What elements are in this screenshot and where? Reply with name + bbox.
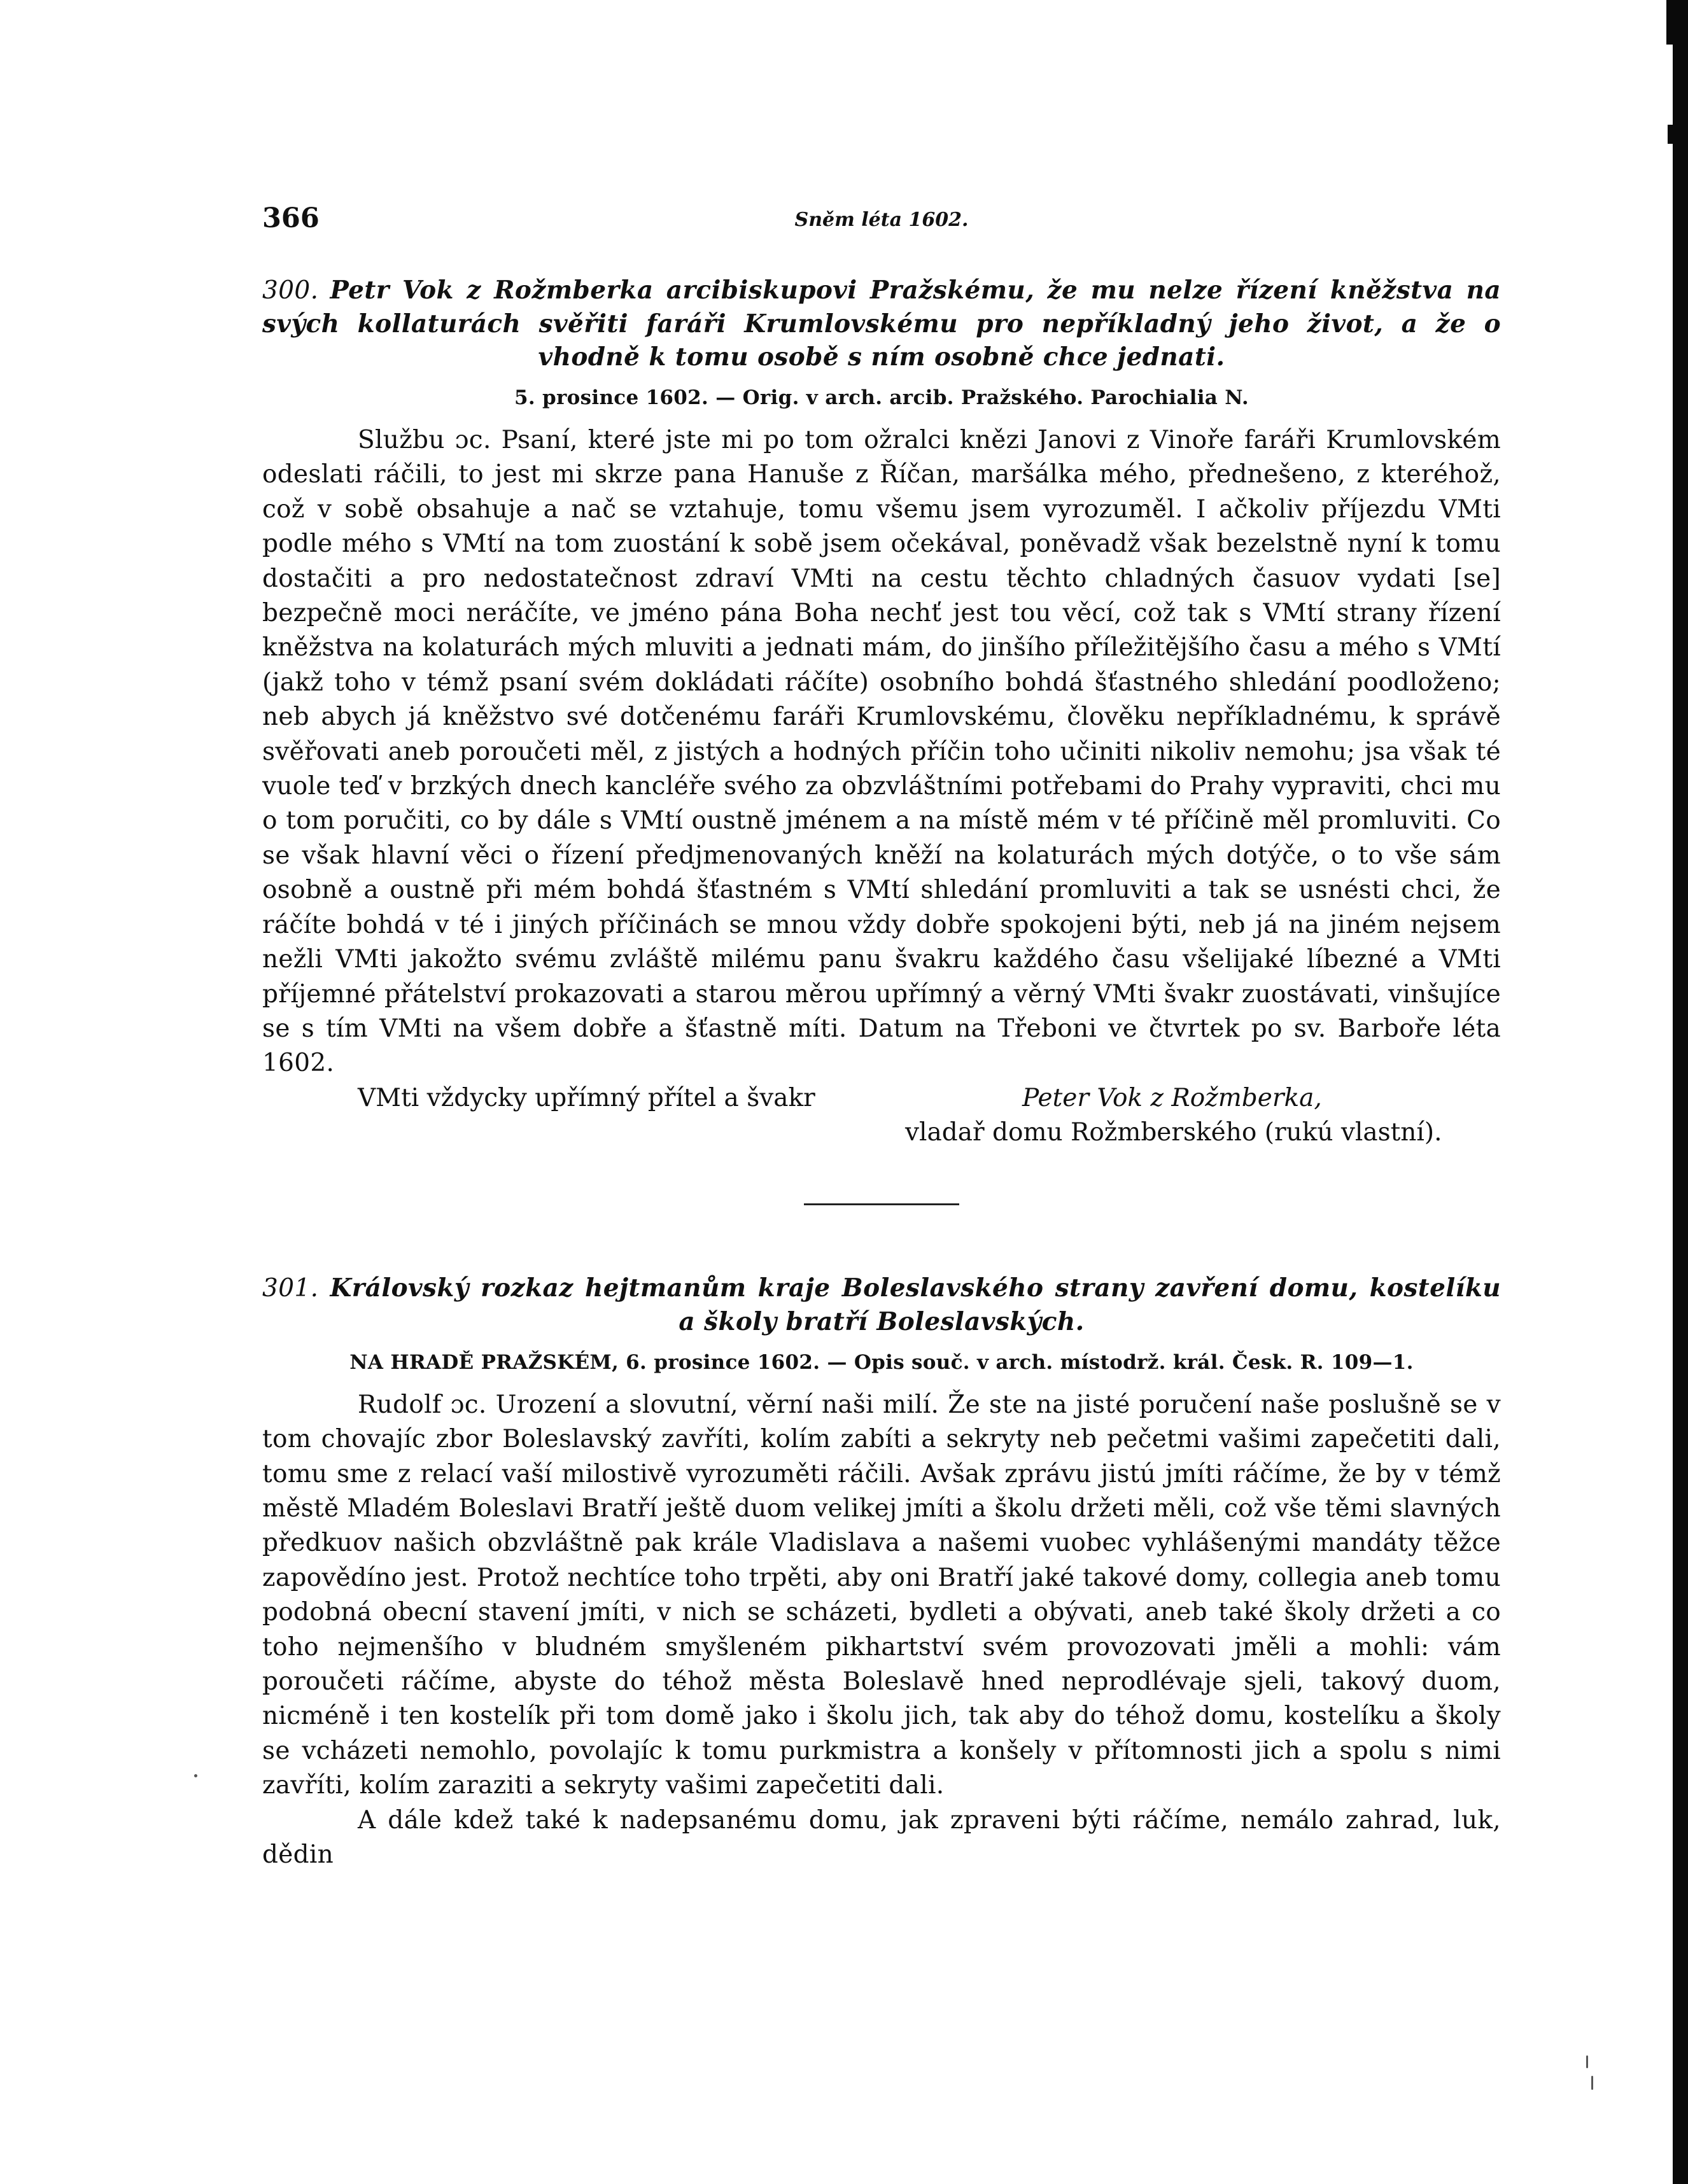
- signature-block: [262, 1081, 1501, 1150]
- scan-border-mark: [1668, 125, 1673, 144]
- page: [262, 202, 1501, 1872]
- document-source: NA HRADĚ PRAŽSKÉM, 6. prosince 1602. — Opis souč. v arch. místodrž. král. Česk. R. 109—1.: [349, 1350, 1414, 1374]
- running-title: Sněm léta 1602.: [794, 209, 969, 231]
- signature-name: Peter Vok z Rožmberka,: [1022, 1083, 1322, 1112]
- document-heading-300: [262, 274, 1501, 374]
- document-number: 301.: [262, 1273, 319, 1303]
- scan-border-right: [1673, 0, 1688, 2184]
- document-number: 300.: [262, 276, 319, 305]
- document-body-301: [262, 1388, 1501, 1873]
- body-paragraph: Rudolf ɔc. Urození a slovutní, věrní naši milí. Že ste na jisté poručení naše poslušně se v tom chovajíc zbor Boleslavský zavříti, kolím zabíti a sekryty neb pečetmi vašimi zapečetiti dali, tomu sme z relací vaší milostivě vyrozuměti ráčili. Avšak zprávu jistú jmíti ráčíme, že by v témž městě Mladém Boleslavi Bratří ještě duom velikej jmíti a školu držeti měli, což vše těmi slavných předkuov našich obzvláštně pak krále Vladislava a našemi vuobec vyhlášenými mandáty těžce zapovědíno jest. Protož nechtíce toho trpěti, aby oni Bratří jaké takové domy, collegia aneb tomu podobná obecní stavení jmíti, v nich se scházeti, bydleti a obývati, aneb také školy držeti a co toho nejmenšího v bludném smyšleném pikhartství svém provozovati jměli a mohli: vám poroučeti ráčíme, abyste do téhož města Boleslavě hned neprodlévaje sjeli, takový duom, nicméně i ten kostelík při tom domě jako i školu jich, tak aby do téhož domu, kostelíku a školy se vcházeti nemohlo, povolajíc k tomu purkmistra a konšely v přítomnosti jich a spolu s nimi zavříti, kolím zaraziti a sekryty vašimi zapečetiti dali.: [262, 1390, 1501, 1800]
- scan-speck: [194, 1774, 197, 1777]
- closing-formula: VMti vždycky upřímný přítel a švakr: [358, 1083, 815, 1112]
- scan-speck: [1591, 2076, 1593, 2090]
- section-divider: [804, 1203, 959, 1205]
- scan-border-notch: [1666, 0, 1673, 45]
- page-number: 366: [262, 202, 320, 234]
- scan-speck: [1586, 2055, 1588, 2068]
- document-title: Petr Vok z Rožmberka arcibiskupovi Pražskému, že mu nelze řízení kněžstva na svých kollaturách svěřiti faráři Krumlovskému pro nepříkladný jeho život, a že o vhodně k tomu osobě s ním osobně chce jednati.: [262, 276, 1501, 372]
- body-paragraph: A dále kdež také k nadepsanému domu, jak zpraveni býti ráčíme, nemálo zahrad, luk, dědin: [262, 1805, 1501, 1869]
- document-title: Královský rozkaz hejtmanům kraje Boleslavského strany zavření domu, kostelíku a školy bratří Boleslavských.: [330, 1273, 1501, 1336]
- body-paragraph: Službu ɔc. Psaní, které jste mi po tom ožralci knězi Janovi z Vinoře faráři Krumlovském odeslati ráčili, to jest mi skrze pana Hanuše z Říčan, maršálka mého, přednešeno, z kteréhož, což v sobě obsahuje a nač se vztahuje, tomu všemu jsem vyrozuměl. I ačkoliv příjezdu VMti podle mého s VMtí na tom zuostání k sobě jsem očekával, poněvadž však bezelstně nyní k tomu dostačiti a pro nedostatečnost zdraví VMti na cestu těchto chladných časuov vydati [se] bezpečně moci neráčíte, ve jméno pána Boha nechť jest tou věcí, což tak s VMtí strany řízení kněžstva na kolaturách mých mluviti a jednati mám, do jinšího příležitějšího času a mého s VMtí (jakž toho v témž psaní svém dokládati ráčíte) osobního bohdá šťastného shledání poodloženo; neb abych já kněžstvo své dotčenému faráři Krumlovskému, člověku nepříkladnému, k správě svěřovati aneb poroučeti měl, z jistých a hodných příčin toho učiniti nikoliv nemohu; jsa však té vuole teď v brzkých dnech kancléře svého za obzvláštními potřebami do Prahy vypraviti, chci mu o tom poručiti, co by dále s VMtí oustně jménem a na místě mém v té příčině měl promluviti. Co se však hlavní věci o řízení předjmenovaných kněží na kolaturách mých dotýče, o to vše sám osobně a oustně při mém bohdá šťastném s VMtí shledání promluviti a tak se usnésti chci, že ráčíte bohdá v té i jiných příčinách se mnou vždy dobře spokojeni býti, neb já na jiném nejsem nežli VMti jakožto svému zvláště milému panu švakru každého času všelijaké líbezné a VMti příjemné přátelství prokazovati a starou měrou upřímný a věrný VMti švakr zuostávati, vinšujíce se s tím VMti na všem dobře a šťastně míti. Datum na Třeboni ve čtvrtek po sv. Barboře léta 1602.: [262, 426, 1501, 1078]
- signature-role: vladař domu Rožmberského (rukú vlastní).: [905, 1117, 1442, 1147]
- running-head: [262, 202, 1501, 241]
- document-source: 5. prosince 1602. — Orig. v arch. arcib. Pražského. Parochialia N.: [514, 386, 1249, 409]
- document-heading-301: [262, 1271, 1501, 1338]
- document-body-300: [262, 423, 1501, 1081]
